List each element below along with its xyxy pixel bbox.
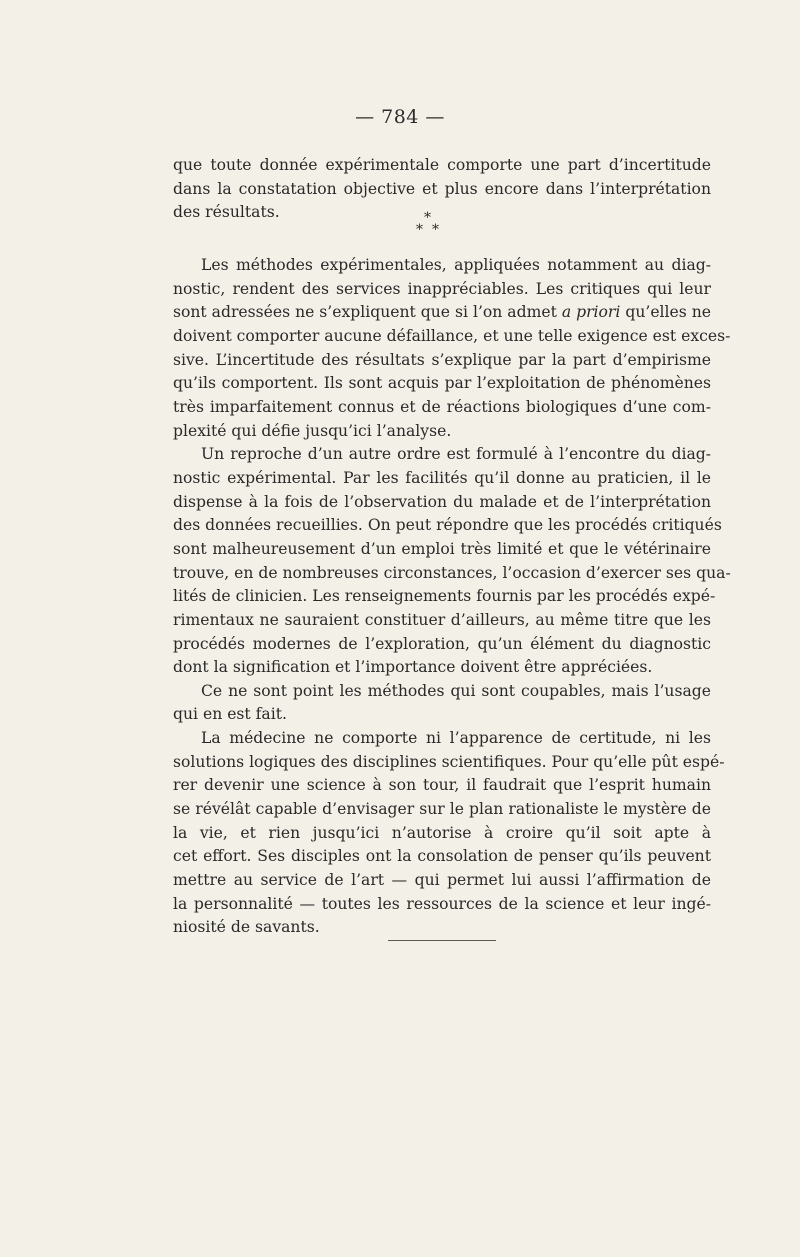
text-line: Ce ne sont point les méthodes qui sont coupables, mais l’usage [201, 681, 711, 700]
text-line: lités de clinicien. Les renseignements fournis par les procédés expé- [173, 587, 716, 606]
text-line: rimentaux ne sauraient constituer d’ailleurs, au même titre que les [173, 610, 711, 629]
asterisk-icon: * [416, 222, 423, 238]
text-line: la vie, et rien jusqu’ici n’autorise à croire qu’il soit apte à [173, 823, 711, 842]
paragraph-usage [173, 680, 711, 727]
text-line: Un reproche d’un autre ordre est formulé à l’encontre du diag- [201, 445, 711, 464]
text-line: trouve, en de nombreuses circonstances, l’occasion d’exercer ses qua- [173, 563, 731, 582]
text-line: la personnalité — toutes les ressources de la science et leur ingé- [173, 894, 711, 913]
text-line: qu’ils comportent. Ils sont acquis par l’exploitation de phénomènes [173, 374, 711, 393]
text-line: des données recueillies. On peut répondre que les procédés critiqués [173, 516, 722, 535]
paragraph-medicine [173, 727, 725, 940]
text-line: très imparfaitement connus et de réactions biologiques d’une com- [173, 397, 711, 416]
page-number: — 784 — [355, 106, 445, 128]
text-line: solutions logiques des disciplines scientifiques. Pour qu’elle pût espé- [173, 752, 725, 771]
asterism-separator [0, 210, 800, 244]
text-line: sont malheureusement d’un emploi très limité et que le vétérinaire [173, 539, 711, 558]
text-line: dont la signification et l’importance doivent être appréciées. [173, 658, 653, 677]
text-line: nostic, rendent des services inappréciables. Les critiques qui leur [173, 279, 711, 298]
paragraph-methods [173, 254, 731, 443]
text-line: sive. L’incertitude des résultats s’explique par la part d’empirisme [173, 350, 711, 369]
text-line: que toute donnée expérimentale comporte une part d’incertitude [173, 156, 711, 174]
text-line: La médecine ne comporte ni l’apparence de certitude, ni les [201, 729, 711, 748]
paragraph-reproach [173, 443, 731, 680]
text-line: doivent comporter aucune défaillance, et une telle exigence est exces- [173, 326, 731, 345]
end-rule-divider [388, 940, 496, 941]
body-text [173, 254, 731, 940]
text-line: procédés modernes de l’exploration, qu’un élément du diagnostic [173, 634, 711, 653]
italic-phrase: a priori [561, 303, 621, 322]
text-line: mettre au service de l’art — qui permet lui aussi l’affirmation de [173, 871, 711, 890]
text-line: plexité qui défie jusqu’ici l’analyse. [173, 421, 452, 440]
text-line: cet effort. Ses disciples ont la consolation de penser qu’ils peuvent [173, 847, 711, 866]
asterisk-icon: * [424, 210, 431, 226]
text-line: niosité de savants. [173, 918, 320, 937]
text-line: qui en est fait. [173, 705, 287, 724]
asterisk-icon: * [432, 222, 439, 238]
text-line: Les méthodes expérimentales, appliquées notamment au diag- [201, 256, 711, 274]
text-line: des résultats. [173, 203, 280, 222]
text-line: dispense à la fois de l’observation du malade et de l’interprétation [173, 492, 711, 511]
text-line: se révélât capable d’envisager sur le plan rationaliste le mystère de [173, 800, 711, 819]
text-line: rer devenir une science à son tour, il faudrait que l’esprit humain [173, 776, 711, 795]
text-line: dans la constatation objective et plus encore dans l’interprétation [173, 179, 711, 198]
text-line: nostic expérimental. Par les facilités qu’il donne au praticien, il le [173, 468, 711, 487]
text-line-with-italic: sont adressées ne s’expliquent que si l’on admet a priori qu’elles ne [173, 303, 712, 322]
